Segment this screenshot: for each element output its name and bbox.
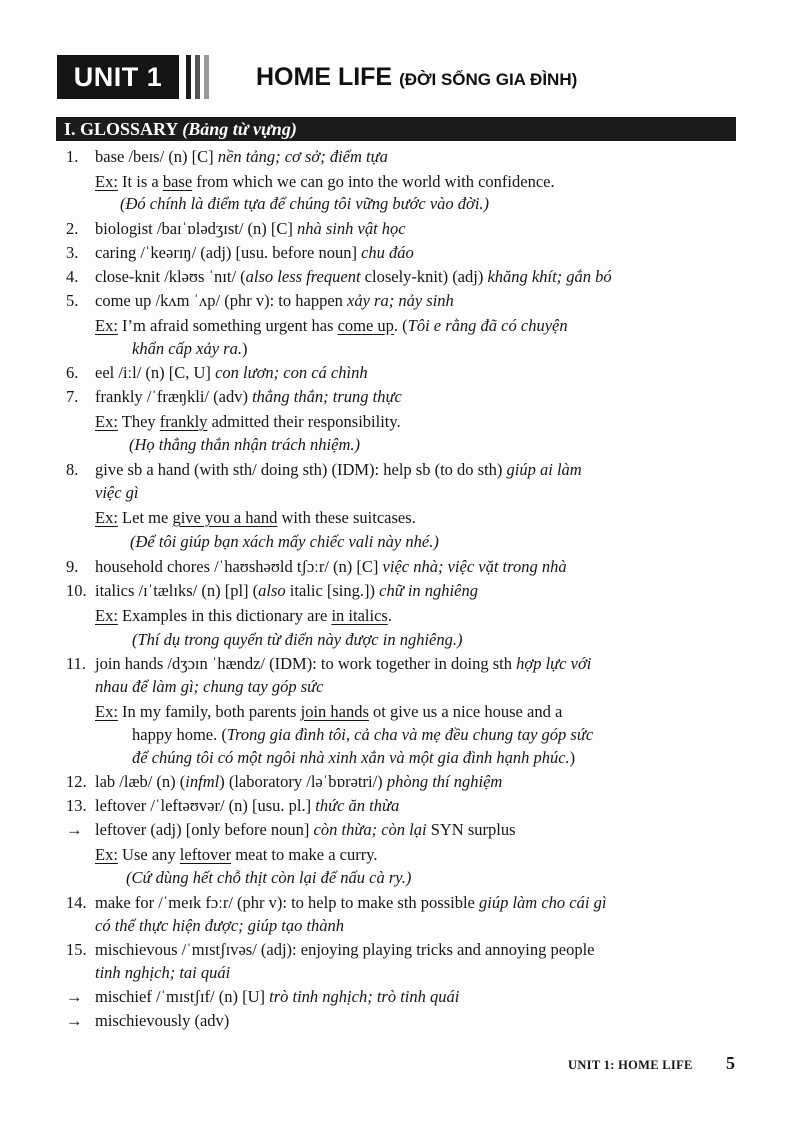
entry-number: →	[66, 1011, 83, 1030]
glossary-line	[66, 892, 606, 914]
glossary-line	[126, 867, 411, 889]
entry-text: Let me	[117, 508, 173, 527]
glossary-line	[66, 1010, 229, 1032]
vietnamese-text: phòng thí nghiệm	[386, 772, 503, 791]
entry-text: happy home. (	[132, 725, 227, 744]
entry-number: 1.	[66, 147, 79, 166]
entry-text: italics /ɪˈtælɪks/ (n) [pl] (	[95, 581, 259, 600]
entry-text: give sb a hand (with sth/ doing sth) (IDM): help sb (to do sth)	[95, 460, 507, 479]
glossary-line	[66, 771, 502, 793]
decorative-bar	[186, 55, 191, 99]
entry-number: 7.	[66, 387, 79, 406]
vietnamese-text: để chúng tôi có một ngôi nhà xinh xắn và một gia đình hạnh phúc.	[132, 748, 570, 767]
glossary-line	[95, 701, 562, 723]
unit-title	[256, 60, 577, 97]
vietnamese-text: (Đó chính là điểm tựa để chúng tôi vững bước vào đời.)	[120, 194, 490, 213]
glossary-line	[66, 146, 388, 168]
vietnamese-text: also less frequent	[245, 267, 361, 286]
glossary-line	[66, 795, 399, 817]
vietnamese-text: (Họ thẳng thắn nhận trách nhiệm.)	[129, 435, 360, 454]
unit-badge: UNIT 1	[57, 55, 179, 99]
entry-text: It is a	[117, 172, 163, 191]
glossary-line	[66, 242, 414, 264]
underlined-text: Ex:	[95, 845, 118, 864]
entry-text: frankly /ˈfræŋkli/ (adv)	[95, 387, 253, 406]
glossary-line	[66, 386, 402, 408]
decorative-bar	[204, 55, 209, 99]
entry-text: admitted their responsibility.	[207, 412, 401, 431]
vietnamese-text: also	[258, 581, 286, 600]
entry-number: 10.	[66, 581, 87, 600]
underlined-text: join hands	[300, 702, 369, 721]
vietnamese-text: còn thừa; còn lại	[313, 820, 427, 839]
glossary-line	[66, 653, 591, 675]
vietnamese-text: việc gì	[95, 483, 139, 502]
glossary-line	[66, 580, 478, 602]
underlined-text: frankly	[159, 412, 208, 431]
entry-text: .	[387, 606, 392, 625]
vietnamese-text: con lươn; con cá chình	[215, 363, 368, 382]
glossary-line	[95, 315, 568, 337]
page-number: 5	[726, 1053, 735, 1073]
entry-text: . (	[393, 316, 408, 335]
entry-number: 2.	[66, 219, 79, 238]
glossary-line	[66, 362, 368, 384]
glossary-line	[66, 266, 612, 288]
entry-number: 8.	[66, 460, 79, 479]
entry-number: 15.	[66, 940, 87, 959]
vietnamese-text: chu đáo	[361, 243, 414, 262]
entry-text: make for /ˈmeɪk fɔːr/ (phr v): to help to make sth possible	[95, 893, 479, 912]
vietnamese-text: nền tảng; cơ sở; điểm tựa	[217, 147, 388, 166]
glossary-line	[132, 724, 593, 746]
vietnamese-text: nhau để làm gì; chung tay góp sức	[95, 677, 324, 696]
underlined-text: Ex:	[95, 412, 118, 431]
entry-text: I’m afraid something urgent has	[117, 316, 338, 335]
underlined-text: come up	[337, 316, 394, 335]
entry-number: 12.	[66, 772, 87, 791]
glossary-line	[66, 459, 582, 481]
underlined-text: give you a hand	[172, 508, 278, 527]
glossary-line	[95, 605, 392, 627]
entry-text: biologist /baɪˈɒlədʒɪst/ (n) [C]	[95, 219, 298, 238]
vietnamese-text: chữ in nghiêng	[379, 581, 478, 600]
entry-text: )	[569, 748, 576, 767]
vietnamese-text: giúp làm cho cái gì	[479, 893, 607, 912]
vietnamese-text: infml	[185, 772, 220, 791]
glossary-line	[130, 531, 439, 553]
vietnamese-text: (Để tôi giúp bạn xách mấy chiếc vali này nhé.)	[130, 532, 439, 551]
entry-text: mischievously (adv)	[95, 1011, 230, 1030]
glossary-line	[95, 411, 401, 433]
glossary-line	[95, 915, 344, 937]
glossary-line	[95, 507, 416, 529]
underlined-text: base	[162, 172, 193, 191]
vietnamese-text: trò tinh nghịch; trò tinh quái	[269, 987, 460, 1006]
entry-text: caring /ˈkeərɪŋ/ (adj) [usu. before noun]	[95, 243, 362, 262]
glossary-line	[66, 819, 516, 841]
entry-text: leftover (adj) [only before noun]	[95, 820, 314, 839]
glossary-line	[95, 844, 378, 866]
vietnamese-text: có thể thực hiện được; giúp tạo thành	[95, 916, 345, 935]
entry-text: Use any	[117, 845, 180, 864]
underlined-text: Ex:	[95, 316, 118, 335]
glossary-line	[66, 290, 454, 312]
glossary-line	[66, 986, 459, 1008]
vietnamese-text: nhà sinh vật học	[297, 219, 406, 238]
entry-text: closely-knit) (adj)	[360, 267, 488, 286]
decorative-bar	[195, 55, 200, 99]
entry-number: 14.	[66, 893, 87, 912]
glossary-line	[95, 962, 230, 984]
glossary-line	[132, 338, 247, 360]
underlined-text: Ex:	[95, 702, 118, 721]
entry-text: leftover /ˈleftəʊvər/ (n) [usu. pl.]	[95, 796, 316, 815]
entry-number: 5.	[66, 291, 79, 310]
entry-text: Examples in this dictionary are	[117, 606, 332, 625]
entry-number: →	[66, 987, 83, 1006]
running-footer: UNIT 1: HOME LIFE	[568, 1058, 693, 1072]
entry-number: 4.	[66, 267, 79, 286]
glossary-line	[132, 747, 575, 769]
glossary-line	[95, 171, 555, 193]
vietnamese-text: tinh nghịch; tai quái	[95, 963, 231, 982]
vietnamese-text: xảy ra; nảy sinh	[347, 291, 454, 310]
entry-text: come up /kʌm ˈʌp/ (phr v): to happen	[95, 291, 348, 310]
entry-text: lab /læb/ (n) (	[95, 772, 186, 791]
glossary-line	[95, 482, 139, 504]
underlined-text: Ex:	[95, 508, 118, 527]
entry-text: from which we can go into the world with confidence.	[192, 172, 555, 191]
entry-text: close-knit /kləʊs ˈnɪt/ (	[95, 267, 246, 286]
vietnamese-text: (Cứ dùng hết chỗ thịt còn lại để nấu cà ry.)	[126, 868, 412, 887]
entry-text: In my family, both parents	[117, 702, 301, 721]
underlined-text: leftover	[179, 845, 232, 864]
underlined-text: in italics	[331, 606, 388, 625]
glossary-line	[66, 218, 406, 240]
entry-number: 11.	[66, 654, 87, 673]
entry-text: They	[117, 412, 160, 431]
entry-text: with these suitcases.	[277, 508, 416, 527]
unit-title-main: HOME LIFE	[256, 63, 393, 91]
entry-text: join hands /dʒɔɪn ˈhændz/ (IDM): to work together in doing sth	[95, 654, 517, 673]
entry-text: ot give us a nice house and a	[368, 702, 563, 721]
entry-text: ) (laboratory /ləˈbɒrətri/)	[219, 772, 387, 791]
unit-title-subtitle: (ĐỜI SỐNG GIA ĐÌNH)	[399, 70, 578, 89]
entry-text: mischievous /ˈmɪstʃɪvəs/ (adj): enjoying playing tricks and annoying people	[95, 940, 595, 959]
entry-number: 3.	[66, 243, 79, 262]
entry-text: base /beɪs/ (n) [C]	[95, 147, 218, 166]
vietnamese-text: thẳng thắn; trung thực	[252, 387, 402, 406]
glossary-line	[66, 939, 595, 961]
vietnamese-text: thức ăn thừa	[315, 796, 400, 815]
section-heading-title: I. GLOSSARY	[64, 119, 178, 139]
entry-number: 13.	[66, 796, 87, 815]
entry-text: household chores /ˈhaʊshəʊld tʃɔːr/ (n) [C]	[95, 557, 383, 576]
entry-text: mischief /ˈmɪstʃɪf/ (n) [U]	[95, 987, 270, 1006]
entry-text: italic [sing.])	[285, 581, 380, 600]
underlined-text: Ex:	[95, 172, 118, 191]
entry-number: 6.	[66, 363, 79, 382]
glossary-line	[132, 629, 462, 651]
glossary-line	[129, 434, 360, 456]
vietnamese-text: giúp ai làm	[506, 460, 582, 479]
glossary-line	[120, 193, 489, 215]
vietnamese-text: (Thí dụ trong quyển từ điển này được in nghiêng.)	[132, 630, 463, 649]
vietnamese-text: khẩn cấp xảy ra.	[132, 339, 242, 358]
underlined-text: Ex:	[95, 606, 118, 625]
vietnamese-text: Tôi e rằng đã có chuyện	[407, 316, 568, 335]
vietnamese-text: hợp lực với	[516, 654, 592, 673]
entry-text: eel /iːl/ (n) [C, U]	[95, 363, 216, 382]
entry-number: 9.	[66, 557, 79, 576]
entry-text: meat to make a curry.	[231, 845, 378, 864]
entry-text: SYN surplus	[426, 820, 516, 839]
glossary-line	[66, 556, 567, 578]
entry-number: →	[66, 820, 83, 839]
section-heading	[64, 115, 297, 143]
entry-text: )	[241, 339, 248, 358]
vietnamese-text: khăng khít; gắn bó	[487, 267, 612, 286]
glossary-line	[95, 676, 324, 698]
vietnamese-text: Trong gia đình tôi, cả cha và mẹ đều chung tay góp sức	[226, 725, 594, 744]
vietnamese-text: việc nhà; việc vặt trong nhà	[382, 557, 567, 576]
section-heading-subtitle: (Bảng từ vựng)	[182, 119, 297, 139]
